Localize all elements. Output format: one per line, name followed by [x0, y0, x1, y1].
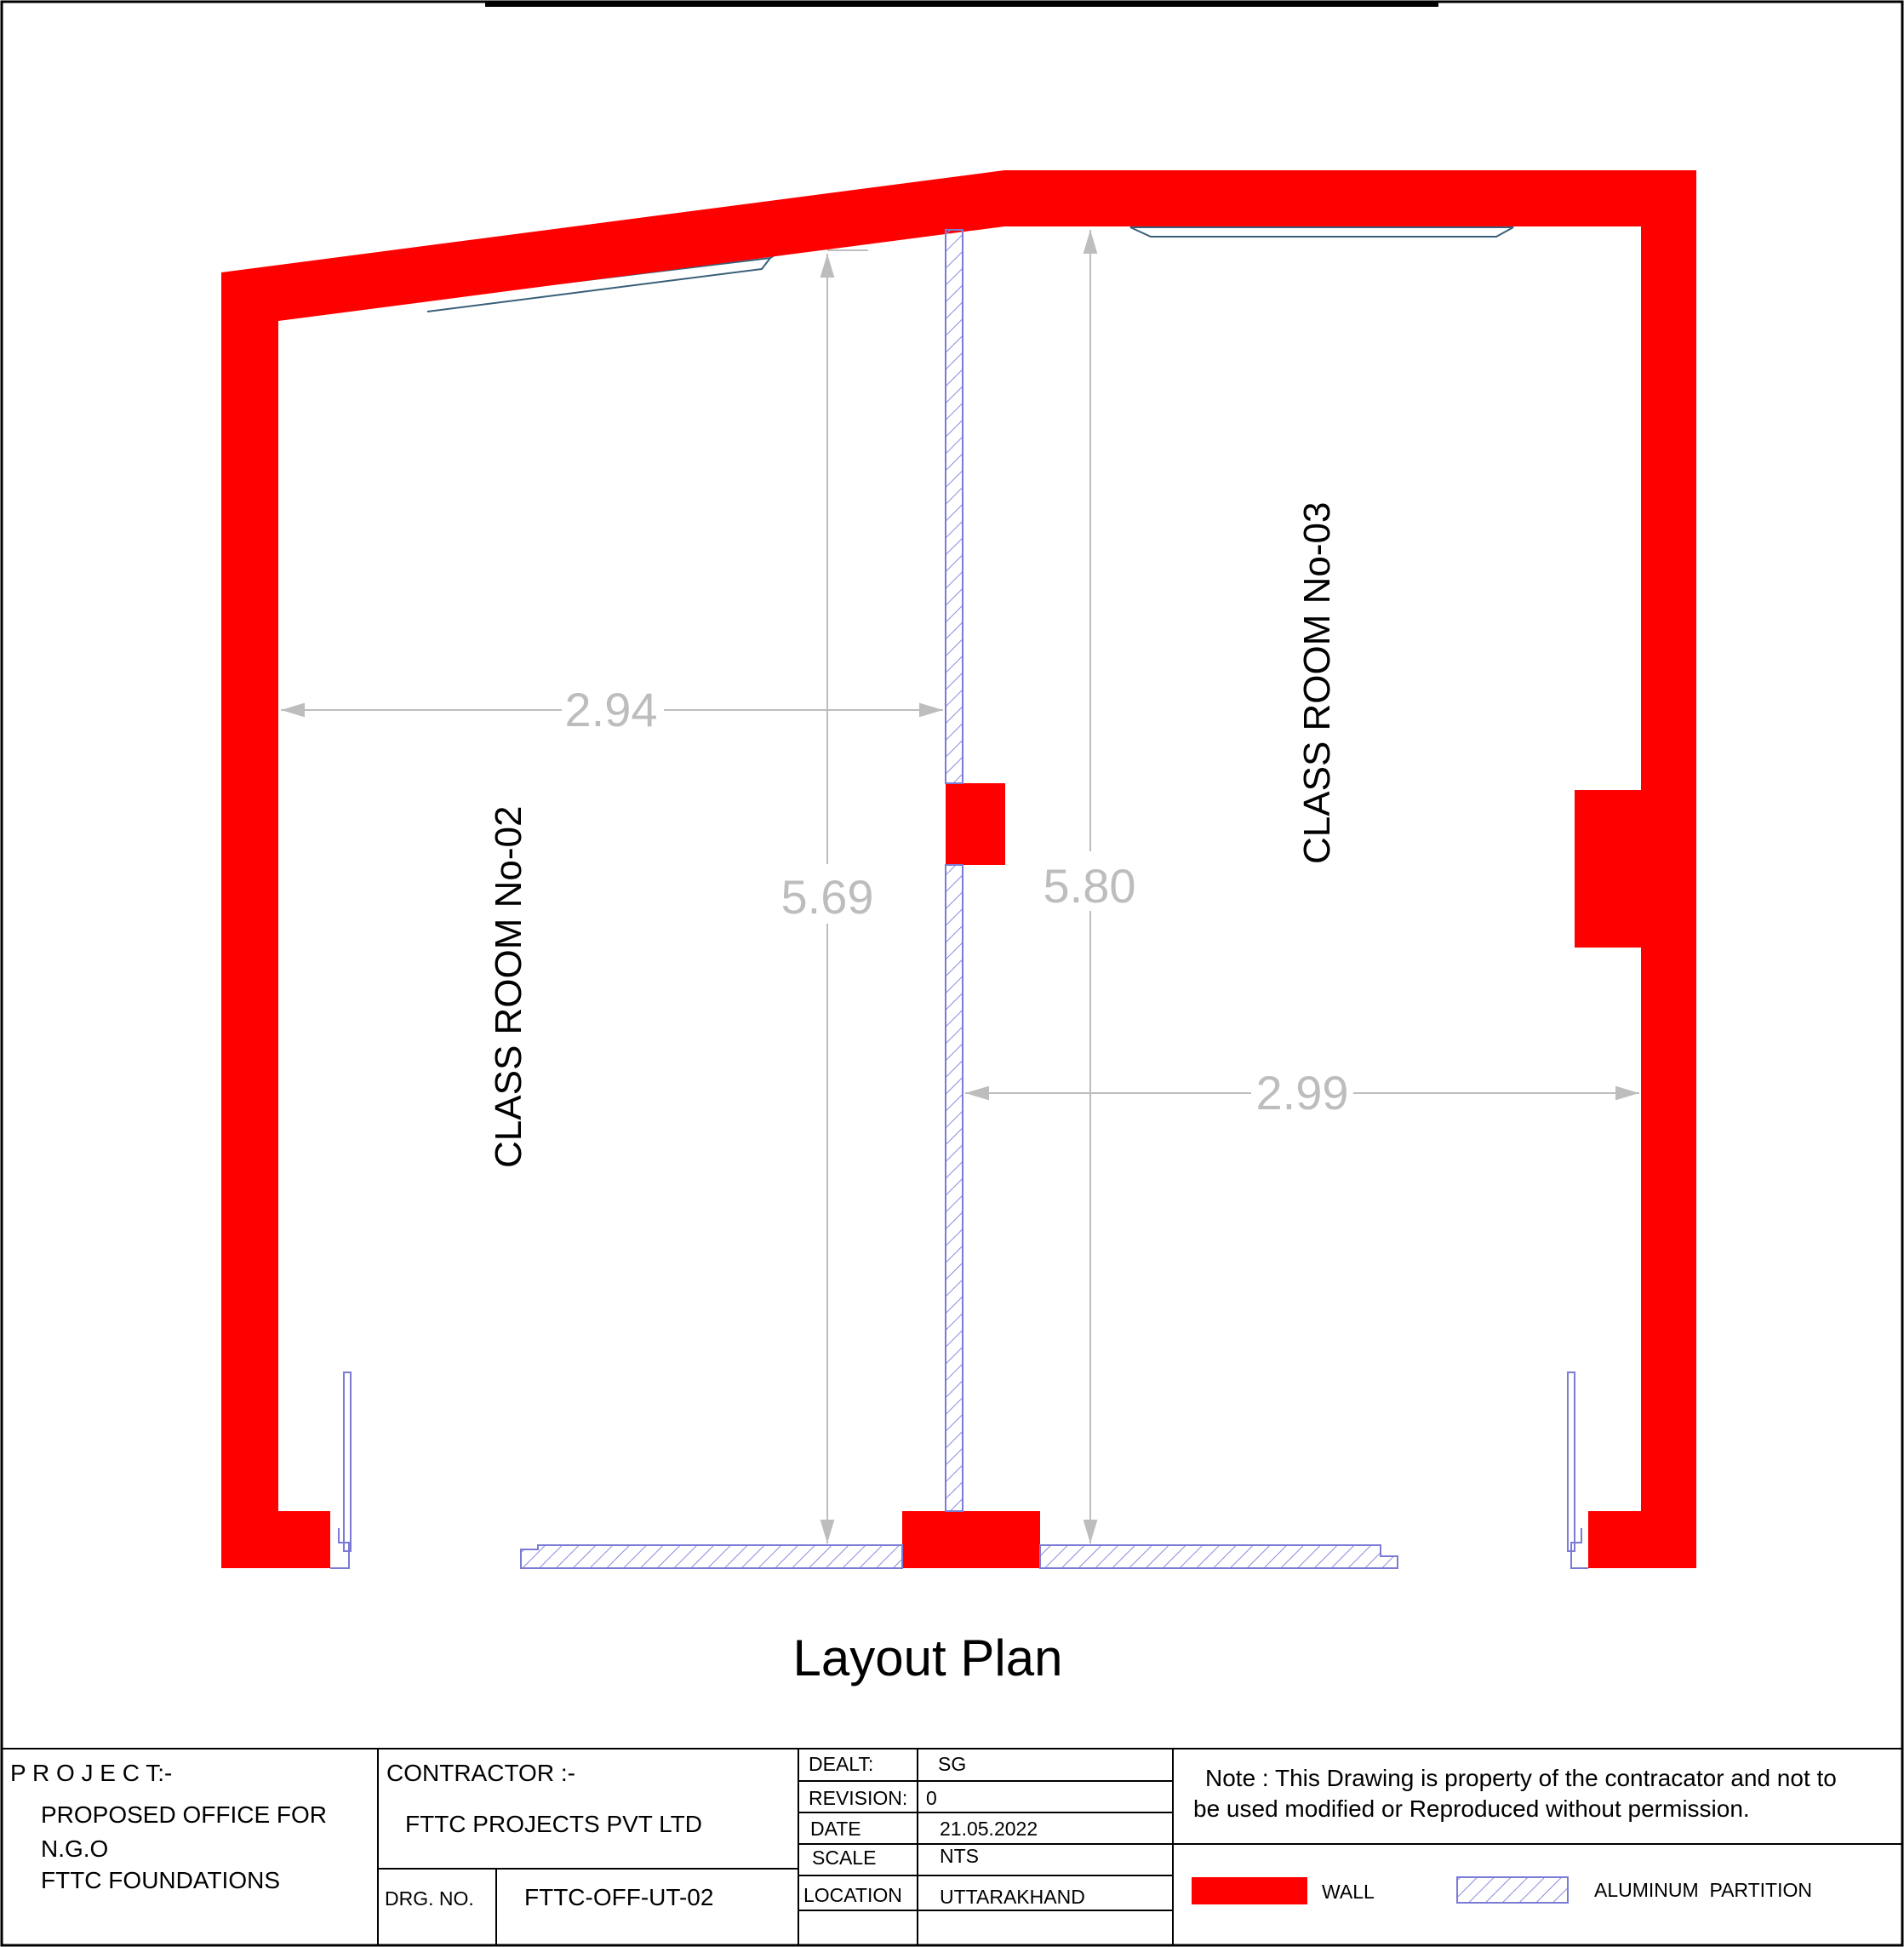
- window-right: [1130, 227, 1513, 237]
- date-value: 21.05.2022: [940, 1818, 1038, 1840]
- legend-wall-swatch: [1192, 1877, 1307, 1904]
- partition-vertical-upper: [946, 230, 963, 783]
- dimension-294: 2.94: [564, 683, 658, 736]
- drawing-title: Layout Plan: [792, 1629, 1063, 1686]
- project-line-2: N.G.O: [41, 1835, 109, 1862]
- partition-bottom-right: [1040, 1545, 1398, 1568]
- dimension-299: 2.99: [1255, 1066, 1349, 1120]
- project-line-3: FTTC FOUNDATIONS: [41, 1867, 281, 1893]
- partition-bottom-left: [521, 1545, 902, 1568]
- project-line-1: PROPOSED OFFICE FOR: [41, 1801, 328, 1828]
- legend-wall-label: WALL: [1322, 1881, 1375, 1903]
- room-label-03: CLASS ROOM No-03: [1296, 501, 1338, 864]
- column-middle: [946, 783, 1005, 865]
- note-line-2: be used modified or Reproduced without permission.: [1193, 1795, 1750, 1822]
- date-label: DATE: [810, 1818, 861, 1840]
- dealt-label: DEALT:: [809, 1753, 874, 1775]
- drg-number: FTTC-OFF-UT-02: [524, 1884, 714, 1910]
- dimension-580: 5.80: [1043, 859, 1136, 913]
- drg-label: DRG. NO.: [385, 1887, 474, 1910]
- revision-value: 0: [926, 1787, 937, 1809]
- scale-value: NTS: [940, 1845, 979, 1867]
- legend-partition-label: ALUMINUM PARTITION: [1594, 1879, 1812, 1901]
- door-right: [1568, 1372, 1588, 1568]
- partition-vertical-lower: [946, 865, 963, 1511]
- door-left: [330, 1372, 351, 1568]
- note-line-1: Note : This Drawing is property of the contracator and not to: [1205, 1765, 1837, 1791]
- location-value: UTTARAKHAND: [940, 1886, 1085, 1908]
- contractor-label: CONTRACTOR :-: [386, 1760, 575, 1786]
- scale-label: SCALE: [812, 1847, 877, 1869]
- room-label-02: CLASS ROOM No-02: [488, 805, 529, 1168]
- project-label: P R O J E C T:-: [10, 1760, 173, 1786]
- dealt-value: SG: [938, 1753, 967, 1775]
- revision-label: REVISION:: [809, 1787, 908, 1809]
- floor-plan: [221, 170, 1696, 1568]
- dimension-569: 5.69: [780, 870, 874, 924]
- pier-bottom: [902, 1511, 1040, 1568]
- contractor-name: FTTC PROJECTS PVT LTD: [405, 1811, 702, 1837]
- legend-partition-swatch: [1457, 1877, 1568, 1903]
- location-label: LOCATION: [803, 1884, 902, 1906]
